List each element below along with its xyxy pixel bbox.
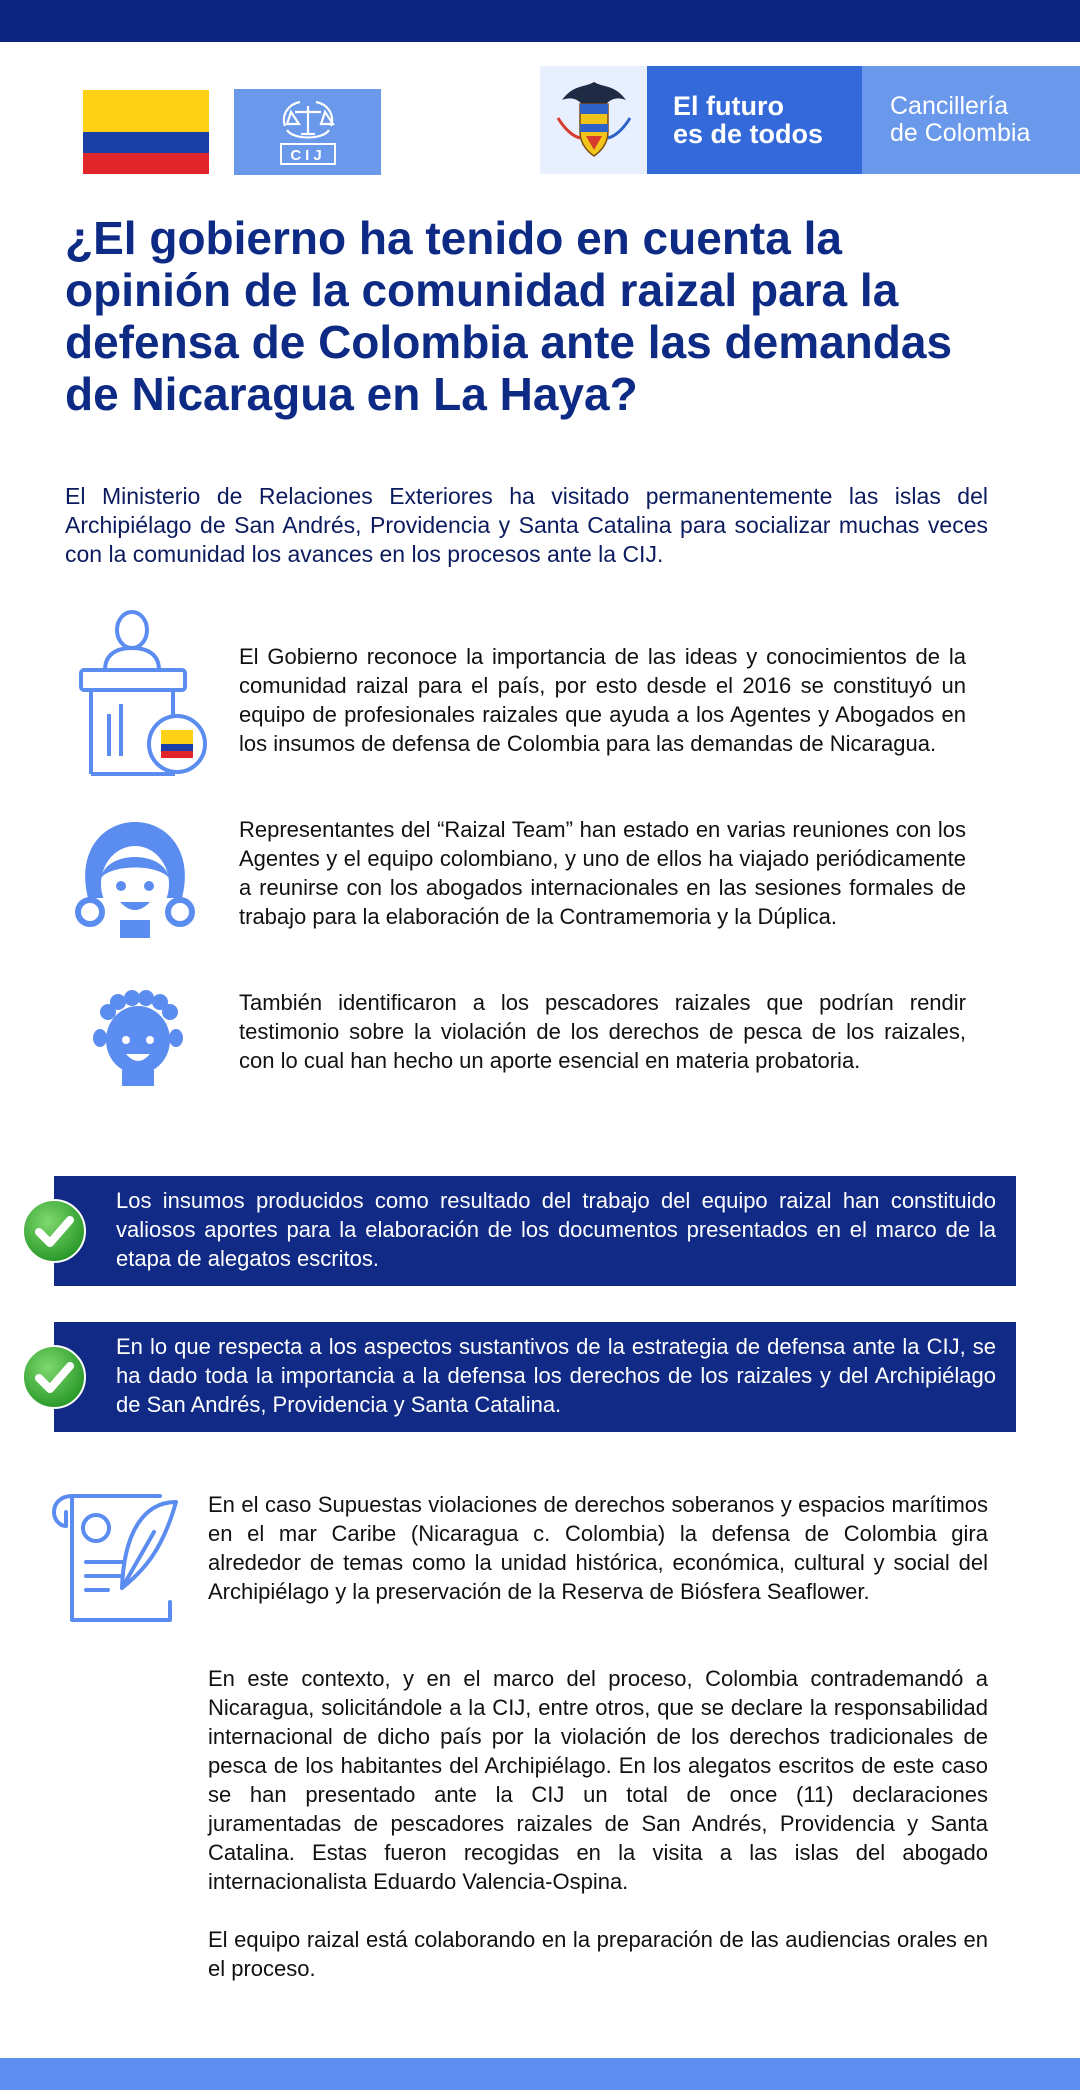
scales-of-justice-icon xyxy=(273,96,343,168)
point-text-1: El Gobierno reconoce la importancia de las ideas y conocimientos de la comunidad raizal para el país, por esto desde el 2016 se constituyó un equipo de profesionales raizales que ayuda a los Agentes y Abogados en los insumos de defensa de Colombia para las demandas de Nicaragua. xyxy=(239,644,966,756)
page-title: ¿El gobierno ha tenido en cuenta la opinión de la comunidad raizal para la defensa de Colombia ante las demandas de Nicaragua en La Haya? xyxy=(65,212,953,420)
intro-paragraph: El Ministerio de Relaciones Exteriores ha visitado permanentemente las islas del Archipiélago de San Andrés, Providencia y Santa Catalina para socializar muchas veces con la comunidad los avances en los procesos ante la CIJ. xyxy=(65,483,988,567)
point-text-3: También identificaron a los pescadores raizales que podrían rendir testimonio sobre la violación de los derechos de pesca de los raizales, con lo cual han hecho un aporte esencial en materia probatoria. xyxy=(239,990,966,1073)
point-text-2: Representantes del “Raizal Team” han estado en varias reuniones con los Agentes y el equipo colombiano, y uno de ellos ha viajado periódicamente a reunirse con los abogados internacionales en las sesiones formales de trabajo para la elaboración de la Contramemoria y la Dúplica. xyxy=(239,817,966,929)
scroll-quill-icon xyxy=(50,1492,182,1626)
case-paragraph-2: En este contexto, y en el marco del proceso, Colombia contrademandó a Nicaragua, solicitándole a la CIJ, entre otros, que se declare la responsabilidad internacional de dicho país por la violación de los derechos tradicionales de pesca de los habitantes del Archipiélago. En los alegatos escritos de este caso se han presentado ante la CIJ un total de once (11) declaraciones juramentadas de pescadores raizales de San Andrés, Providencia y Santa Catalina. Estas fueron recogidas en la visita a las islas del abogado internacionalista Eduardo Valencia-Ospina. xyxy=(208,1666,988,1894)
colombia-flag-icon xyxy=(83,90,209,174)
ministry-line-2: de Colombia xyxy=(890,119,1031,147)
ministry-line-1: Cancillería xyxy=(890,92,1009,120)
callout-text-1: Los insumos producidos como resultado del trabajo del equipo raizal han constituido valiosos aportes para la elaboración de los documentos presentados en el marco de la etapa de alegatos escritos. xyxy=(116,1188,996,1271)
checkmark-icon xyxy=(21,1344,87,1410)
svg-text:CIJ: CIJ xyxy=(289,147,326,164)
government-logo xyxy=(540,66,1080,174)
checkmark-icon xyxy=(21,1198,87,1264)
coat-of-arms-icon xyxy=(540,66,647,174)
callout-box-2 xyxy=(54,1322,1016,1432)
man-face-icon xyxy=(88,988,188,1088)
callout-text-2: En lo que respecta a los aspectos sustantivos de la estrategia de defensa ante la CIJ, se ha dado toda la importancia a la defensa los derechos de los raizales y del Archipiélago de San Andrés, Providencia y Santa Catalina. xyxy=(116,1334,996,1417)
case-paragraph-1: En el caso Supuestas violaciones de derechos soberanos y espacios marítimos en el mar Caribe (Nicaragua c. Colombia) la defensa de Colombia gira alrededor de temas como la unidad histórica, económica, cultural y social del Archipiélago y la preservación de la Reserva de Biósfera Seaflower. xyxy=(208,1492,988,1604)
top-banner xyxy=(0,0,1080,42)
slogan-line-1: El futuro xyxy=(673,91,784,121)
cij-logo xyxy=(234,89,381,175)
slogan-line-2: es de todos xyxy=(673,119,824,149)
woman-face-icon xyxy=(74,820,196,940)
speaker-podium-icon xyxy=(75,604,211,780)
case-paragraph-3: El equipo raizal está colaborando en la preparación de las audiencias orales en el proceso. xyxy=(208,1927,988,1981)
bottom-banner xyxy=(0,2058,1080,2090)
callout-box-1 xyxy=(54,1176,1016,1286)
